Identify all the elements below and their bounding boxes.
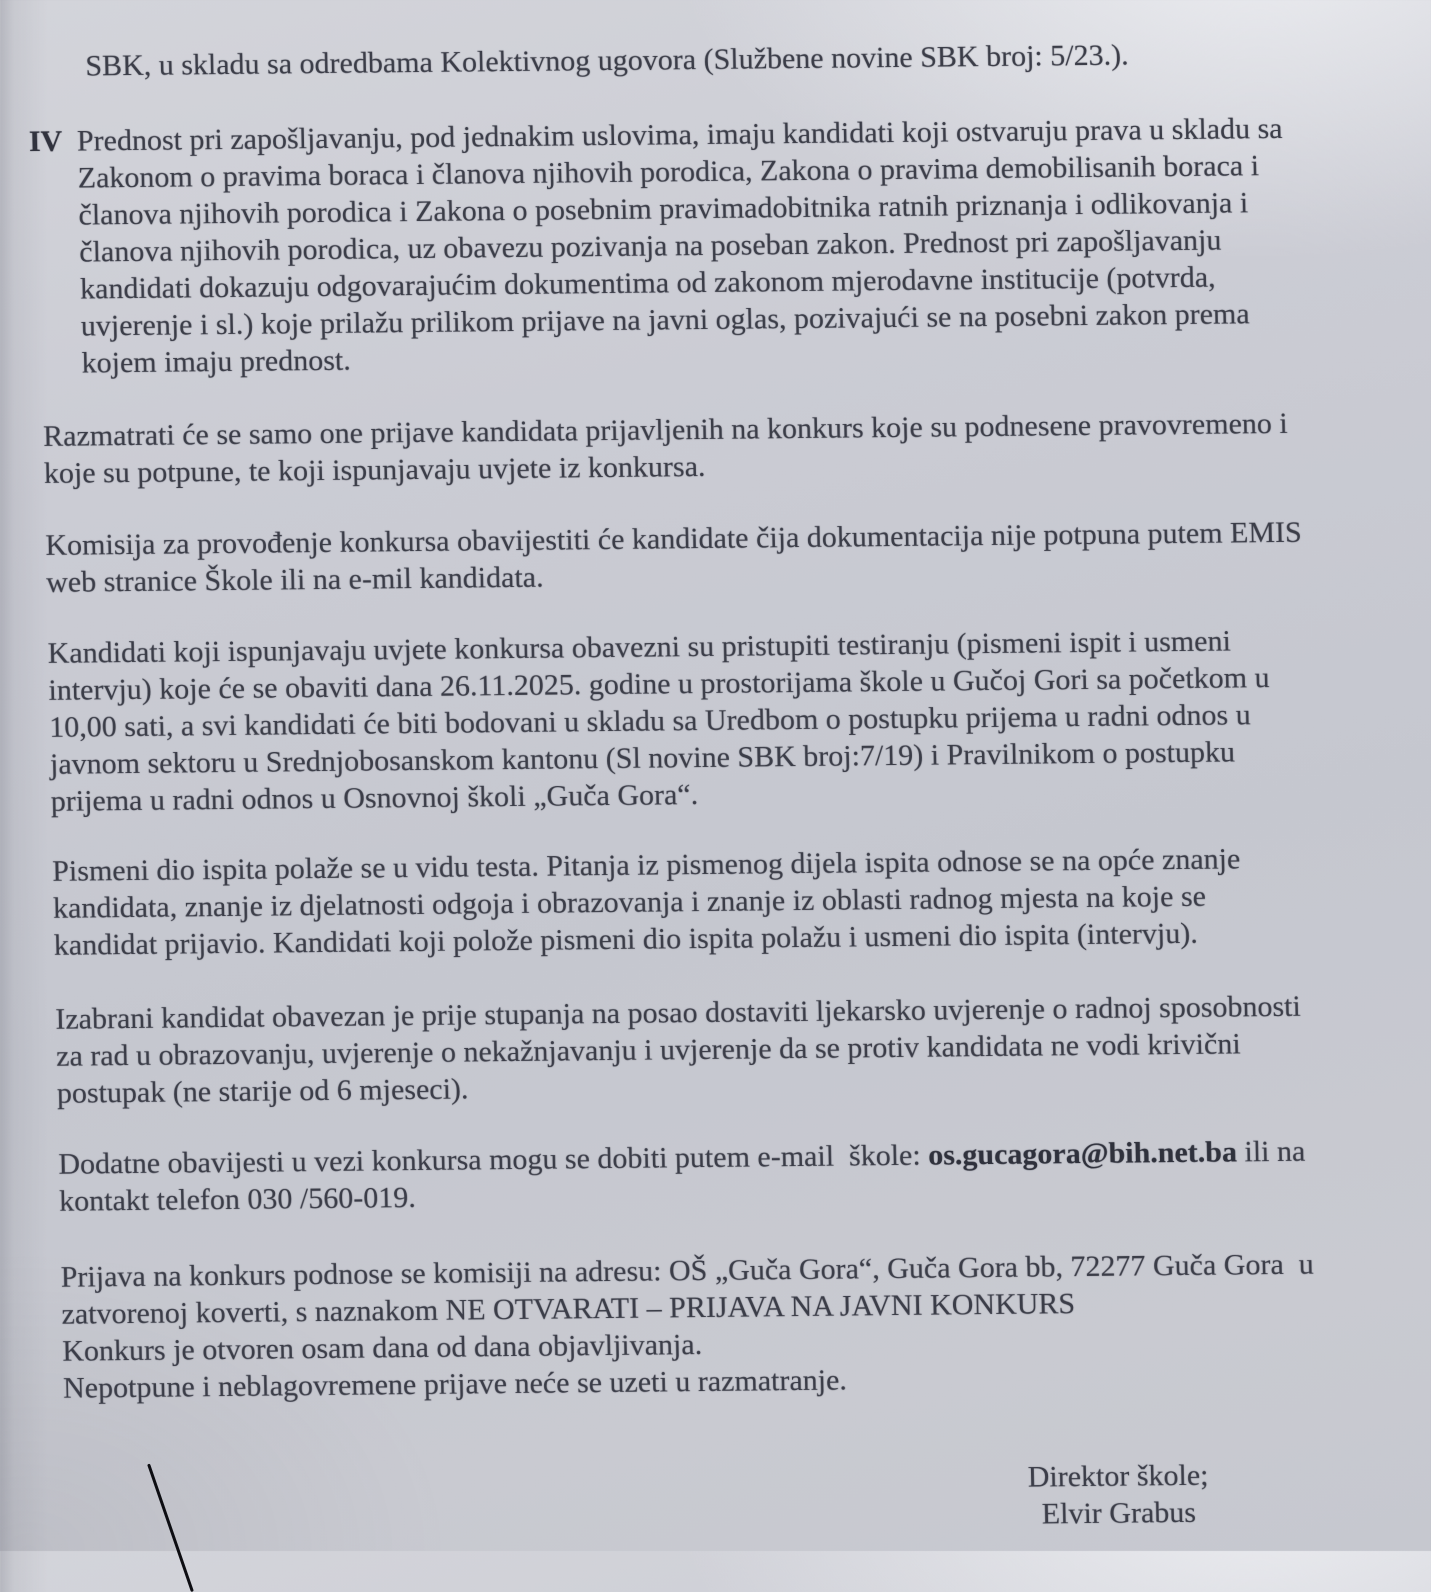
contact-text-suffix: ili na bbox=[1236, 1134, 1306, 1169]
paragraph-intro: SBK, u skladu sa odredbama Kolektivnog ugovora (Službene novine SBK broj: 5/23.). bbox=[85, 38, 1129, 83]
paragraph-written-exam: Pismeni dio ispita polaže se u vidu testa. Pitanja iz pismenog dijela ispita odnose se na opće znanje kandidata, znanje iz djelatnosti odgoja i obrazovanja i znanje iz oblasti radnog mjesta na koje se kandidat prijavio. Kandidati koji polože pismeni dio ispita polažu i usmeni dio ispita (intervju). bbox=[51, 842, 1241, 962]
paragraph-contact bbox=[58, 1132, 1409, 1220]
paragraph-review-notice: Razmatrati će se samo one prijave kandidata prijavljenih na konkurs koje su podnesene pravovremeno i koje su potpune, te koji ispunjavaju uvjete iz konkursa. bbox=[42, 406, 1289, 490]
signature-block bbox=[1013, 1457, 1225, 1533]
paragraph-testing-notice: Kandidati koji ispunjavaju uvjete konkursa obavezni su pristupiti testiranju (pismeni ispit i usmeni intervju) koje će se obaviti dana 26.11.2025. godine u prostorijama škole u Gučoj Gori sa početkom u 10,00 sati, a svi kandidati će biti bodovani u skladu sa Uredbom o postupku prijema u radni odnos u javnom sektoru u Srednjobosanskom kantonu (Sl novine SBK broj:7/19) i Pravilnikom o postupku prijema u radni odnos u Osnovnoj školi „Guča Gora“. bbox=[47, 624, 1270, 818]
paragraph-application-info: Prijava na konkurs podnose se komisiji na adresu: OŠ „Guča Gora“, Guča Gora bb, 72277 Guča Gora u zatvorenoj koverti, s naznakom NE OTVARATI – PRIJAVA NA JAVNI KONKURS Konkurs je otvoren osam dana od dana objavljivanja. Nepotpune i neblagovremene prijave neće se uzeti u razmatranje. bbox=[60, 1247, 1315, 1405]
section-iv-numeral: IV bbox=[28, 124, 63, 159]
signature-name: Elvir Grabus bbox=[1041, 1495, 1197, 1531]
signature-title: Direktor škole; bbox=[1027, 1458, 1209, 1494]
school-email: os.gucagora@bih.net.ba bbox=[927, 1135, 1238, 1172]
contact-text-prefix: Dodatne obavijesti u vezi konkursa mogu se dobiti putem e-mail škole: bbox=[58, 1138, 929, 1181]
section-iv-text: Prednost pri zapošljavanju, pod jednakim uslovima, imaju kandidati koji ostvaruju prava u skladu sa Zakonom o pravima boraca i članova njihovih porodica, Zakona o pravima demobilisanih boraca i članova njihovih porodica i Zakona o posebnim pravimadobitnika ratnih priznanja i odlikovanja i članova njihovih porodica, uz obavezu pozivanja na poseban zakon. Prednost pri zapošljavanju kandidati dokazuju odgovarajućim dokumentima od zakonom mjerodavne institucije (potvrda, uvjerenje i sl.) koje prilažu prilikom prijave na javni oglas, pozivajući se na posebni zakon prema kojem imaju prednost. bbox=[76, 111, 1283, 380]
section-iv bbox=[29, 109, 1392, 382]
paragraph-commission-notice: Komisija za provođenje konkursa obavijestiti će kandidate čija dokumentacija nije potpuna putem EMIS web stranice Škole ili na e-mil kandidata. bbox=[45, 515, 1303, 599]
document-text bbox=[28, 34, 1416, 1543]
contact-line-2: kontakt telefon 030 /560-019. bbox=[58, 1181, 417, 1218]
paragraph-selected-candidate: Izabrani kandidat obavezan je prije stupanja na posao dostaviti ljekarsko uvjerenje o radnoj sposobnosti za rad u obrazovanju, uvjerenje o nekažnjavanju i uvjerenje da se protiv kandidata ne vodi krivični postupak (ne starije od 6 mjeseci). bbox=[55, 989, 1302, 1110]
